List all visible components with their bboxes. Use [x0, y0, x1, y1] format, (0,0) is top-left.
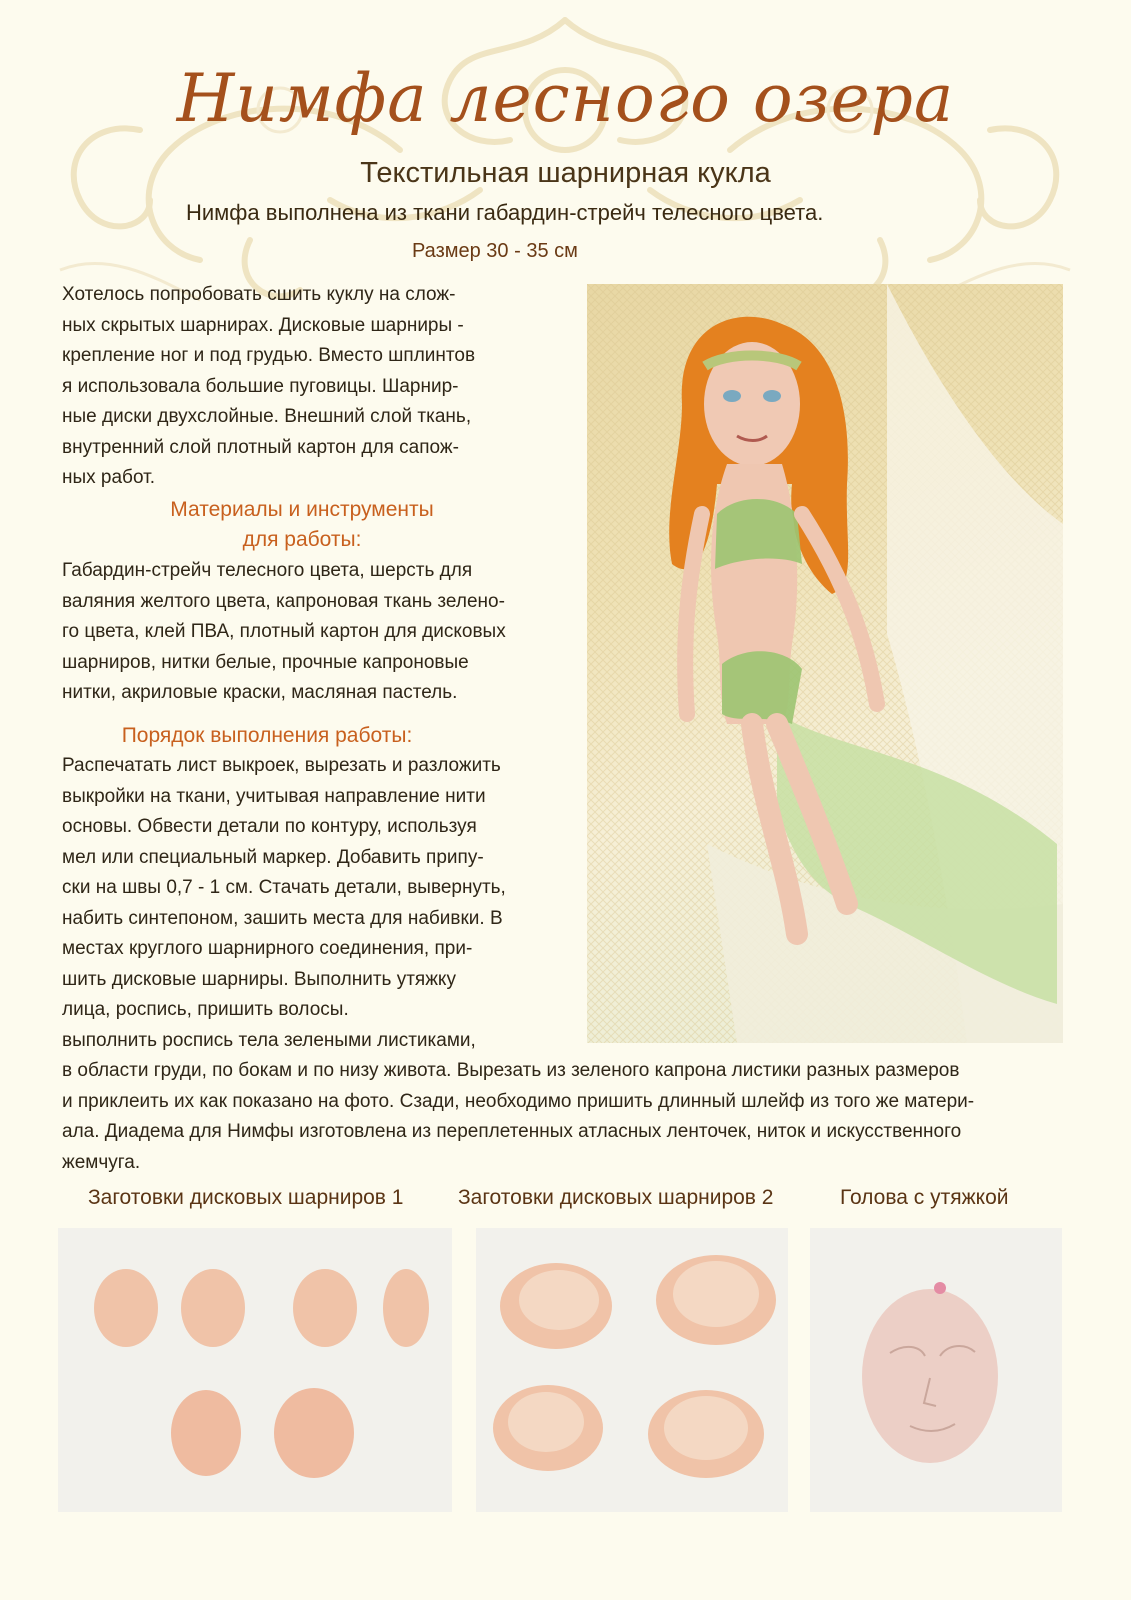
- steps-line: основы. Обвести детали по контуру, используя: [62, 816, 477, 837]
- materials-heading-line: для работы:: [242, 528, 362, 551]
- steps-line: выкройки на ткани, учитывая направление нити: [62, 785, 486, 807]
- head-photo: [810, 1228, 1062, 1512]
- intro-line: ных скрытых шарнирах. Дисковые шарниры -: [62, 314, 464, 336]
- steps-heading: Порядок выполнения работы:: [121, 724, 413, 747]
- fabric-note: Нимфа выполнена из ткани габардин-стрейч телесного цвета.: [186, 200, 824, 225]
- steps-line: ски на швы 0,7 - 1 см. Стачать детали, вывернуть,: [62, 877, 506, 898]
- steps-line: в области груди, по бокам и по низу живота. Вырезать из зеленого капрона листики разных размеров: [62, 1060, 960, 1081]
- materials-heading: [62, 495, 542, 555]
- materials-line: нитки, акриловые краски, масляная пастель.: [62, 682, 458, 703]
- caption-disc-blanks-1: Заготовки дисковых шарниров 1: [88, 1186, 404, 1209]
- steps-line: мел или специальный маркер. Добавить припу-: [62, 846, 484, 868]
- materials-line: шарниров, нитки белые, прочные капроновые: [62, 651, 469, 673]
- materials-paragraph: [62, 556, 562, 709]
- intro-line: ных работ.: [62, 467, 155, 488]
- materials-heading-line: Материалы и инструменты: [170, 498, 434, 521]
- materials-line: го цвета, клей ПВА, плотный картон для дисковых: [62, 621, 506, 642]
- intro-paragraph: [62, 280, 562, 494]
- disc-blanks-photo-1: [58, 1228, 452, 1512]
- head-illustration: [810, 1228, 1062, 1512]
- intro-line: крепление ног и под грудью. Вместо шплинтов: [62, 345, 476, 366]
- steps-line: лица, роспись, пришить волосы.: [62, 999, 349, 1020]
- steps-line: и приклеить их как показано на фото. Сзади, необходимо пришить длинный шлейф из того же матери-: [62, 1090, 975, 1112]
- caption-head: Голова с утяжкой: [840, 1186, 1009, 1209]
- disc-blanks-1-illustration: [58, 1228, 452, 1512]
- doll-illustration: [587, 284, 1063, 1043]
- intro-line: внутренний слой плотный картон для сапож-: [62, 436, 459, 458]
- page-subtitle: Текстильная шарнирная кукла: [360, 157, 771, 189]
- materials-line: валяния желтого цвета, капроновая ткань зелено-: [62, 590, 505, 612]
- intro-line: ные диски двухслойные. Внешний слой ткань,: [62, 406, 472, 427]
- caption-disc-blanks-2: Заготовки дисковых шарниров 2: [458, 1186, 774, 1209]
- disc-blanks-2-illustration: [476, 1228, 788, 1512]
- size-note: Размер 30 - 35 см: [412, 240, 578, 262]
- disc-blanks-photo-2: [476, 1228, 788, 1512]
- intro-line: я использовала большие пуговицы. Шарнир-: [62, 375, 459, 397]
- doll-photo: [587, 284, 1063, 1043]
- steps-line: жемчуга.: [62, 1151, 141, 1173]
- steps-line: ала. Диадема для Нимфы изготовлена из переплетенных атласных ленточек, ниток и искусственного: [62, 1121, 962, 1142]
- page-title: Нимфа лесного озера: [176, 60, 955, 137]
- steps-line: выполнить роспись тела зелеными листиками,: [62, 1029, 476, 1051]
- materials-line: Габардин-стрейч телесного цвета, шерсть для: [62, 560, 473, 581]
- steps-line: шить дисковые шарниры. Выполнить утяжку: [62, 968, 456, 990]
- steps-line: набить синтепоном, зашить места для набивки. В: [62, 907, 503, 929]
- steps-line: Распечатать лист выкроек, вырезать и разложить: [62, 755, 501, 776]
- intro-line: Хотелось попробовать сшить куклу на слож-: [62, 284, 456, 305]
- steps-line: местах круглого шарнирного соединения, при-: [62, 938, 473, 959]
